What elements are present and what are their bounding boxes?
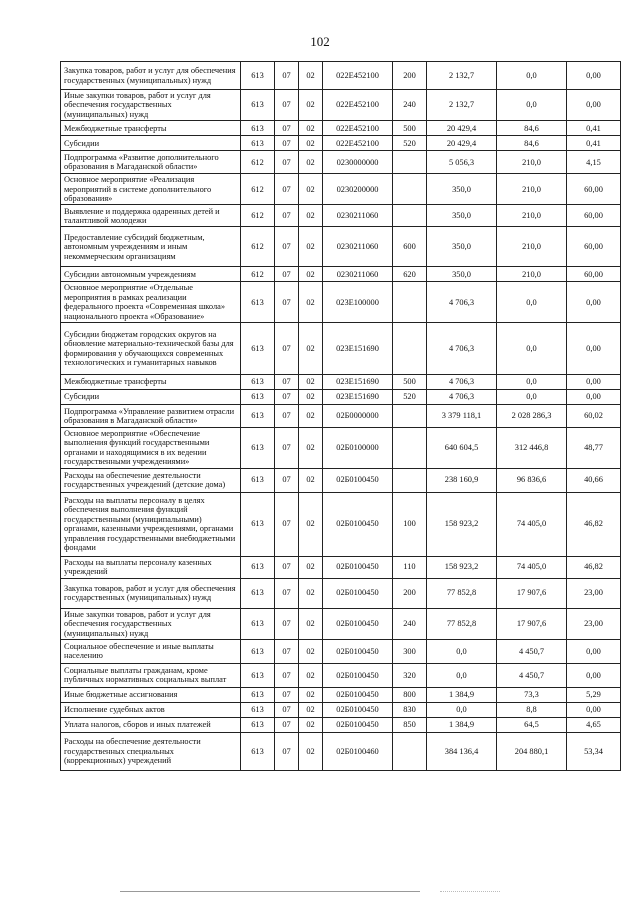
execution-percent-cell: 60,00 bbox=[567, 205, 621, 227]
target-article-cell: 02Б0000000 bbox=[323, 405, 393, 428]
table-row bbox=[61, 608, 621, 639]
execution-percent-cell: 60,00 bbox=[567, 267, 621, 282]
section-cell: 07 bbox=[275, 428, 299, 469]
ministry-code-cell: 612 bbox=[241, 205, 275, 227]
row-name-cell: Расходы на обеспечение деятельности государственных учреждений (детские дома) bbox=[61, 468, 241, 492]
ministry-code-cell: 613 bbox=[241, 556, 275, 578]
execution-percent-cell: 0,41 bbox=[567, 136, 621, 151]
section-cell: 07 bbox=[275, 375, 299, 390]
executed-amount-cell: 210,0 bbox=[497, 227, 567, 267]
section-cell: 07 bbox=[275, 702, 299, 717]
table-row bbox=[61, 405, 621, 428]
row-name-cell: Предоставление субсидий бюджетным, автономным учреждениям и иным некоммерческим организациям bbox=[61, 227, 241, 267]
section-cell: 07 bbox=[275, 639, 299, 663]
execution-percent-cell: 0,00 bbox=[567, 639, 621, 663]
planned-amount-cell: 2 132,7 bbox=[427, 90, 497, 121]
table-row bbox=[61, 174, 621, 205]
expense-type-cell: 240 bbox=[393, 608, 427, 639]
table-row bbox=[61, 556, 621, 578]
subsection-cell: 02 bbox=[299, 468, 323, 492]
planned-amount-cell: 20 429,4 bbox=[427, 121, 497, 136]
expense-type-cell bbox=[393, 205, 427, 227]
planned-amount-cell: 158 923,2 bbox=[427, 492, 497, 556]
executed-amount-cell: 312 446,8 bbox=[497, 428, 567, 469]
ministry-code-cell: 613 bbox=[241, 62, 275, 90]
planned-amount-cell: 4 706,3 bbox=[427, 323, 497, 375]
row-name-cell: Иные закупки товаров, работ и услуг для обеспечения государственных (муниципальных) нужд bbox=[61, 608, 241, 639]
subsection-cell: 02 bbox=[299, 608, 323, 639]
table-row bbox=[61, 90, 621, 121]
executed-amount-cell: 210,0 bbox=[497, 174, 567, 205]
executed-amount-cell: 84,6 bbox=[497, 136, 567, 151]
execution-percent-cell: 0,00 bbox=[567, 90, 621, 121]
expense-type-cell bbox=[393, 428, 427, 469]
table-row bbox=[61, 375, 621, 390]
expense-type-cell: 850 bbox=[393, 717, 427, 732]
section-cell: 07 bbox=[275, 390, 299, 405]
executed-amount-cell: 8,8 bbox=[497, 702, 567, 717]
table-row bbox=[61, 62, 621, 90]
ministry-code-cell: 613 bbox=[241, 702, 275, 717]
executed-amount-cell: 0,0 bbox=[497, 90, 567, 121]
section-cell: 07 bbox=[275, 608, 299, 639]
subsection-cell: 02 bbox=[299, 556, 323, 578]
row-name-cell: Основное мероприятие «Реализация мероприятий в системе дополнительного образования» bbox=[61, 174, 241, 205]
section-cell: 07 bbox=[275, 663, 299, 687]
ministry-code-cell: 613 bbox=[241, 687, 275, 702]
section-cell: 07 bbox=[275, 267, 299, 282]
expense-type-cell bbox=[393, 405, 427, 428]
row-name-cell: Исполнение судебных актов bbox=[61, 702, 241, 717]
executed-amount-cell: 4 450,7 bbox=[497, 663, 567, 687]
subsection-cell: 02 bbox=[299, 390, 323, 405]
row-name-cell: Иные закупки товаров, работ и услуг для обеспечения государственных (муниципальных) нужд bbox=[61, 90, 241, 121]
target-article-cell: 02Б0100450 bbox=[323, 556, 393, 578]
section-cell: 07 bbox=[275, 90, 299, 121]
subsection-cell: 02 bbox=[299, 405, 323, 428]
ministry-code-cell: 613 bbox=[241, 282, 275, 323]
execution-percent-cell: 0,00 bbox=[567, 390, 621, 405]
execution-percent-cell: 0,41 bbox=[567, 121, 621, 136]
table-row bbox=[61, 136, 621, 151]
expense-type-cell bbox=[393, 732, 427, 770]
target-article-cell: 02Б0100450 bbox=[323, 663, 393, 687]
executed-amount-cell: 210,0 bbox=[497, 205, 567, 227]
target-article-cell: 02Б0100460 bbox=[323, 732, 393, 770]
execution-percent-cell: 60,02 bbox=[567, 405, 621, 428]
target-article-cell: 023E100000 bbox=[323, 282, 393, 323]
table-row bbox=[61, 282, 621, 323]
ministry-code-cell: 613 bbox=[241, 136, 275, 151]
ministry-code-cell: 613 bbox=[241, 390, 275, 405]
row-name-cell: Уплата налогов, сборов и иных платежей bbox=[61, 717, 241, 732]
executed-amount-cell: 96 836,6 bbox=[497, 468, 567, 492]
section-cell: 07 bbox=[275, 717, 299, 732]
page-number: 102 bbox=[310, 34, 330, 49]
expense-type-cell bbox=[393, 468, 427, 492]
row-name-cell: Закупка товаров, работ и услуг для обеспечения государственных (муниципальных) нужд bbox=[61, 578, 241, 608]
execution-percent-cell: 53,34 bbox=[567, 732, 621, 770]
table-row bbox=[61, 390, 621, 405]
planned-amount-cell: 0,0 bbox=[427, 663, 497, 687]
table-row bbox=[61, 732, 621, 770]
expense-type-cell: 300 bbox=[393, 639, 427, 663]
executed-amount-cell: 17 907,6 bbox=[497, 608, 567, 639]
subsection-cell: 02 bbox=[299, 663, 323, 687]
execution-percent-cell: 5,29 bbox=[567, 687, 621, 702]
subsection-cell: 02 bbox=[299, 732, 323, 770]
row-name-cell: Выявление и поддержка одаренных детей и талантливой молодежи bbox=[61, 205, 241, 227]
target-article-cell: 02Б0100450 bbox=[323, 717, 393, 732]
execution-percent-cell: 0,00 bbox=[567, 663, 621, 687]
ministry-code-cell: 613 bbox=[241, 578, 275, 608]
ministry-code-cell: 612 bbox=[241, 174, 275, 205]
ministry-code-cell: 613 bbox=[241, 405, 275, 428]
row-name-cell: Социальное обеспечение и иные выплаты населению bbox=[61, 639, 241, 663]
planned-amount-cell: 1 384,9 bbox=[427, 717, 497, 732]
execution-percent-cell: 0,00 bbox=[567, 375, 621, 390]
planned-amount-cell: 5 056,3 bbox=[427, 151, 497, 174]
expense-type-cell bbox=[393, 174, 427, 205]
subsection-cell: 02 bbox=[299, 717, 323, 732]
target-article-cell: 0230211060 bbox=[323, 227, 393, 267]
section-cell: 07 bbox=[275, 174, 299, 205]
table-row bbox=[61, 227, 621, 267]
subsection-cell: 02 bbox=[299, 492, 323, 556]
subsection-cell: 02 bbox=[299, 687, 323, 702]
section-cell: 07 bbox=[275, 205, 299, 227]
target-article-cell: 02Б0100450 bbox=[323, 702, 393, 717]
planned-amount-cell: 0,0 bbox=[427, 639, 497, 663]
planned-amount-cell: 77 852,8 bbox=[427, 578, 497, 608]
expense-type-cell: 200 bbox=[393, 62, 427, 90]
section-cell: 07 bbox=[275, 136, 299, 151]
ministry-code-cell: 613 bbox=[241, 323, 275, 375]
planned-amount-cell: 4 706,3 bbox=[427, 390, 497, 405]
row-name-cell: Субсидии автономным учреждениям bbox=[61, 267, 241, 282]
target-article-cell: 022E452100 bbox=[323, 90, 393, 121]
subsection-cell: 02 bbox=[299, 174, 323, 205]
ministry-code-cell: 613 bbox=[241, 717, 275, 732]
expense-type-cell: 520 bbox=[393, 136, 427, 151]
ministry-code-cell: 613 bbox=[241, 121, 275, 136]
table-row bbox=[61, 428, 621, 469]
table-row bbox=[61, 468, 621, 492]
executed-amount-cell: 2 028 286,3 bbox=[497, 405, 567, 428]
executed-amount-cell: 64,5 bbox=[497, 717, 567, 732]
target-article-cell: 02Б0100450 bbox=[323, 639, 393, 663]
row-name-cell: Подпрограмма «Управление развитием отрасли образования в Магаданской области» bbox=[61, 405, 241, 428]
row-name-cell: Подпрограмма «Развитие дополнительного образования в Магаданской области» bbox=[61, 151, 241, 174]
executed-amount-cell: 0,0 bbox=[497, 323, 567, 375]
executed-amount-cell: 84,6 bbox=[497, 121, 567, 136]
ministry-code-cell: 612 bbox=[241, 267, 275, 282]
ministry-code-cell: 613 bbox=[241, 492, 275, 556]
planned-amount-cell: 640 604,5 bbox=[427, 428, 497, 469]
executed-amount-cell: 0,0 bbox=[497, 375, 567, 390]
planned-amount-cell: 350,0 bbox=[427, 174, 497, 205]
target-article-cell: 0230000000 bbox=[323, 151, 393, 174]
section-cell: 07 bbox=[275, 282, 299, 323]
target-article-cell: 02Б0100450 bbox=[323, 492, 393, 556]
executed-amount-cell: 0,0 bbox=[497, 62, 567, 90]
executed-amount-cell: 0,0 bbox=[497, 390, 567, 405]
planned-amount-cell: 350,0 bbox=[427, 205, 497, 227]
planned-amount-cell: 0,0 bbox=[427, 702, 497, 717]
row-name-cell: Основное мероприятие «Отдельные мероприятия в рамках реализации федерального проекта «Современная школа» национального проекта «Образование» bbox=[61, 282, 241, 323]
row-name-cell: Расходы на обеспечение деятельности государственных специальных (коррекционных) учреждений bbox=[61, 732, 241, 770]
execution-percent-cell: 0,00 bbox=[567, 323, 621, 375]
target-article-cell: 022E452100 bbox=[323, 121, 393, 136]
subsection-cell: 02 bbox=[299, 702, 323, 717]
target-article-cell: 02Б0100450 bbox=[323, 608, 393, 639]
subsection-cell: 02 bbox=[299, 121, 323, 136]
target-article-cell: 022E452100 bbox=[323, 62, 393, 90]
section-cell: 07 bbox=[275, 556, 299, 578]
section-cell: 07 bbox=[275, 405, 299, 428]
target-article-cell: 0230200000 bbox=[323, 174, 393, 205]
section-cell: 07 bbox=[275, 151, 299, 174]
target-article-cell: 023E151690 bbox=[323, 375, 393, 390]
planned-amount-cell: 158 923,2 bbox=[427, 556, 497, 578]
subsection-cell: 02 bbox=[299, 267, 323, 282]
section-cell: 07 bbox=[275, 492, 299, 556]
row-name-cell: Закупка товаров, работ и услуг для обеспечения государственных (муниципальных) нужд bbox=[61, 62, 241, 90]
executed-amount-cell: 210,0 bbox=[497, 267, 567, 282]
expense-type-cell: 240 bbox=[393, 90, 427, 121]
table-row bbox=[61, 663, 621, 687]
row-name-cell: Основное мероприятие «Обеспечение выполнения функций государственными органами и находящимися в их ведении государственными учреждениями» bbox=[61, 428, 241, 469]
subsection-cell: 02 bbox=[299, 136, 323, 151]
budget-table bbox=[60, 61, 621, 771]
table-row bbox=[61, 151, 621, 174]
row-name-cell: Межбюджетные трансферты bbox=[61, 121, 241, 136]
planned-amount-cell: 3 379 118,1 bbox=[427, 405, 497, 428]
executed-amount-cell: 204 880,1 bbox=[497, 732, 567, 770]
execution-percent-cell: 48,77 bbox=[567, 428, 621, 469]
table-row bbox=[61, 578, 621, 608]
executed-amount-cell: 73,3 bbox=[497, 687, 567, 702]
subsection-cell: 02 bbox=[299, 578, 323, 608]
footer-dotted-rule bbox=[440, 891, 500, 893]
planned-amount-cell: 350,0 bbox=[427, 227, 497, 267]
ministry-code-cell: 613 bbox=[241, 639, 275, 663]
subsection-cell: 02 bbox=[299, 323, 323, 375]
section-cell: 07 bbox=[275, 323, 299, 375]
table-row bbox=[61, 121, 621, 136]
planned-amount-cell: 4 706,3 bbox=[427, 375, 497, 390]
execution-percent-cell: 0,00 bbox=[567, 62, 621, 90]
subsection-cell: 02 bbox=[299, 62, 323, 90]
ministry-code-cell: 613 bbox=[241, 608, 275, 639]
executed-amount-cell: 210,0 bbox=[497, 151, 567, 174]
row-name-cell: Социальные выплаты гражданам, кроме публичных нормативных социальных выплат bbox=[61, 663, 241, 687]
expense-type-cell: 620 bbox=[393, 267, 427, 282]
planned-amount-cell: 20 429,4 bbox=[427, 136, 497, 151]
executed-amount-cell: 17 907,6 bbox=[497, 578, 567, 608]
planned-amount-cell: 238 160,9 bbox=[427, 468, 497, 492]
planned-amount-cell: 4 706,3 bbox=[427, 282, 497, 323]
expense-type-cell: 600 bbox=[393, 227, 427, 267]
row-name-cell: Субсидии bbox=[61, 136, 241, 151]
ministry-code-cell: 613 bbox=[241, 428, 275, 469]
execution-percent-cell: 23,00 bbox=[567, 608, 621, 639]
expense-type-cell: 320 bbox=[393, 663, 427, 687]
row-name-cell: Субсидии бюджетам городских округов на обновление материально-технической базы для формирования у обучающихся современных технологических и гуманитарных навыков bbox=[61, 323, 241, 375]
expense-type-cell: 500 bbox=[393, 121, 427, 136]
planned-amount-cell: 77 852,8 bbox=[427, 608, 497, 639]
subsection-cell: 02 bbox=[299, 151, 323, 174]
execution-percent-cell: 0,00 bbox=[567, 702, 621, 717]
planned-amount-cell: 384 136,4 bbox=[427, 732, 497, 770]
ministry-code-cell: 612 bbox=[241, 151, 275, 174]
section-cell: 07 bbox=[275, 578, 299, 608]
ministry-code-cell: 613 bbox=[241, 375, 275, 390]
ministry-code-cell: 613 bbox=[241, 468, 275, 492]
section-cell: 07 bbox=[275, 732, 299, 770]
table-row bbox=[61, 492, 621, 556]
target-article-cell: 0230211060 bbox=[323, 267, 393, 282]
target-article-cell: 023E151690 bbox=[323, 323, 393, 375]
expense-type-cell: 100 bbox=[393, 492, 427, 556]
subsection-cell: 02 bbox=[299, 90, 323, 121]
target-article-cell: 02Б0100000 bbox=[323, 428, 393, 469]
execution-percent-cell: 60,00 bbox=[567, 174, 621, 205]
execution-percent-cell: 60,00 bbox=[567, 227, 621, 267]
subsection-cell: 02 bbox=[299, 428, 323, 469]
expense-type-cell: 500 bbox=[393, 375, 427, 390]
table-row bbox=[61, 687, 621, 702]
target-article-cell: 02Б0100450 bbox=[323, 687, 393, 702]
row-name-cell: Расходы на выплаты персоналу казенных учреждений bbox=[61, 556, 241, 578]
ministry-code-cell: 612 bbox=[241, 227, 275, 267]
section-cell: 07 bbox=[275, 687, 299, 702]
section-cell: 07 bbox=[275, 227, 299, 267]
execution-percent-cell: 46,82 bbox=[567, 492, 621, 556]
row-name-cell: Субсидии bbox=[61, 390, 241, 405]
subsection-cell: 02 bbox=[299, 639, 323, 663]
subsection-cell: 02 bbox=[299, 282, 323, 323]
table-row bbox=[61, 205, 621, 227]
section-cell: 07 bbox=[275, 468, 299, 492]
table-row bbox=[61, 639, 621, 663]
executed-amount-cell: 74 405,0 bbox=[497, 492, 567, 556]
execution-percent-cell: 4,15 bbox=[567, 151, 621, 174]
section-cell: 07 bbox=[275, 62, 299, 90]
table-row bbox=[61, 267, 621, 282]
table-row bbox=[61, 717, 621, 732]
execution-percent-cell: 0,00 bbox=[567, 282, 621, 323]
expense-type-cell: 110 bbox=[393, 556, 427, 578]
target-article-cell: 02Б0100450 bbox=[323, 468, 393, 492]
expense-type-cell: 200 bbox=[393, 578, 427, 608]
footer-rule bbox=[120, 891, 420, 892]
section-cell: 07 bbox=[275, 121, 299, 136]
planned-amount-cell: 350,0 bbox=[427, 267, 497, 282]
execution-percent-cell: 4,65 bbox=[567, 717, 621, 732]
table-row bbox=[61, 323, 621, 375]
subsection-cell: 02 bbox=[299, 205, 323, 227]
ministry-code-cell: 613 bbox=[241, 90, 275, 121]
subsection-cell: 02 bbox=[299, 375, 323, 390]
expense-type-cell bbox=[393, 282, 427, 323]
target-article-cell: 023E151690 bbox=[323, 390, 393, 405]
executed-amount-cell: 0,0 bbox=[497, 282, 567, 323]
execution-percent-cell: 40,66 bbox=[567, 468, 621, 492]
executed-amount-cell: 74 405,0 bbox=[497, 556, 567, 578]
executed-amount-cell: 4 450,7 bbox=[497, 639, 567, 663]
expense-type-cell: 800 bbox=[393, 687, 427, 702]
row-name-cell: Иные бюджетные ассигнования bbox=[61, 687, 241, 702]
ministry-code-cell: 613 bbox=[241, 663, 275, 687]
expense-type-cell bbox=[393, 323, 427, 375]
target-article-cell: 0230211060 bbox=[323, 205, 393, 227]
planned-amount-cell: 1 384,9 bbox=[427, 687, 497, 702]
row-name-cell: Межбюджетные трансферты bbox=[61, 375, 241, 390]
expense-type-cell: 520 bbox=[393, 390, 427, 405]
execution-percent-cell: 46,82 bbox=[567, 556, 621, 578]
planned-amount-cell: 2 132,7 bbox=[427, 62, 497, 90]
execution-percent-cell: 23,00 bbox=[567, 578, 621, 608]
table-row bbox=[61, 702, 621, 717]
expense-type-cell: 830 bbox=[393, 702, 427, 717]
row-name-cell: Расходы на выплаты персоналу в целях обеспечения выполнения функций государственными (муниципальными) органами, казенными учреждениями, органами управления государственными внебюджетными фондами bbox=[61, 492, 241, 556]
ministry-code-cell: 613 bbox=[241, 732, 275, 770]
target-article-cell: 022E452100 bbox=[323, 136, 393, 151]
subsection-cell: 02 bbox=[299, 227, 323, 267]
expense-type-cell bbox=[393, 151, 427, 174]
target-article-cell: 02Б0100450 bbox=[323, 578, 393, 608]
